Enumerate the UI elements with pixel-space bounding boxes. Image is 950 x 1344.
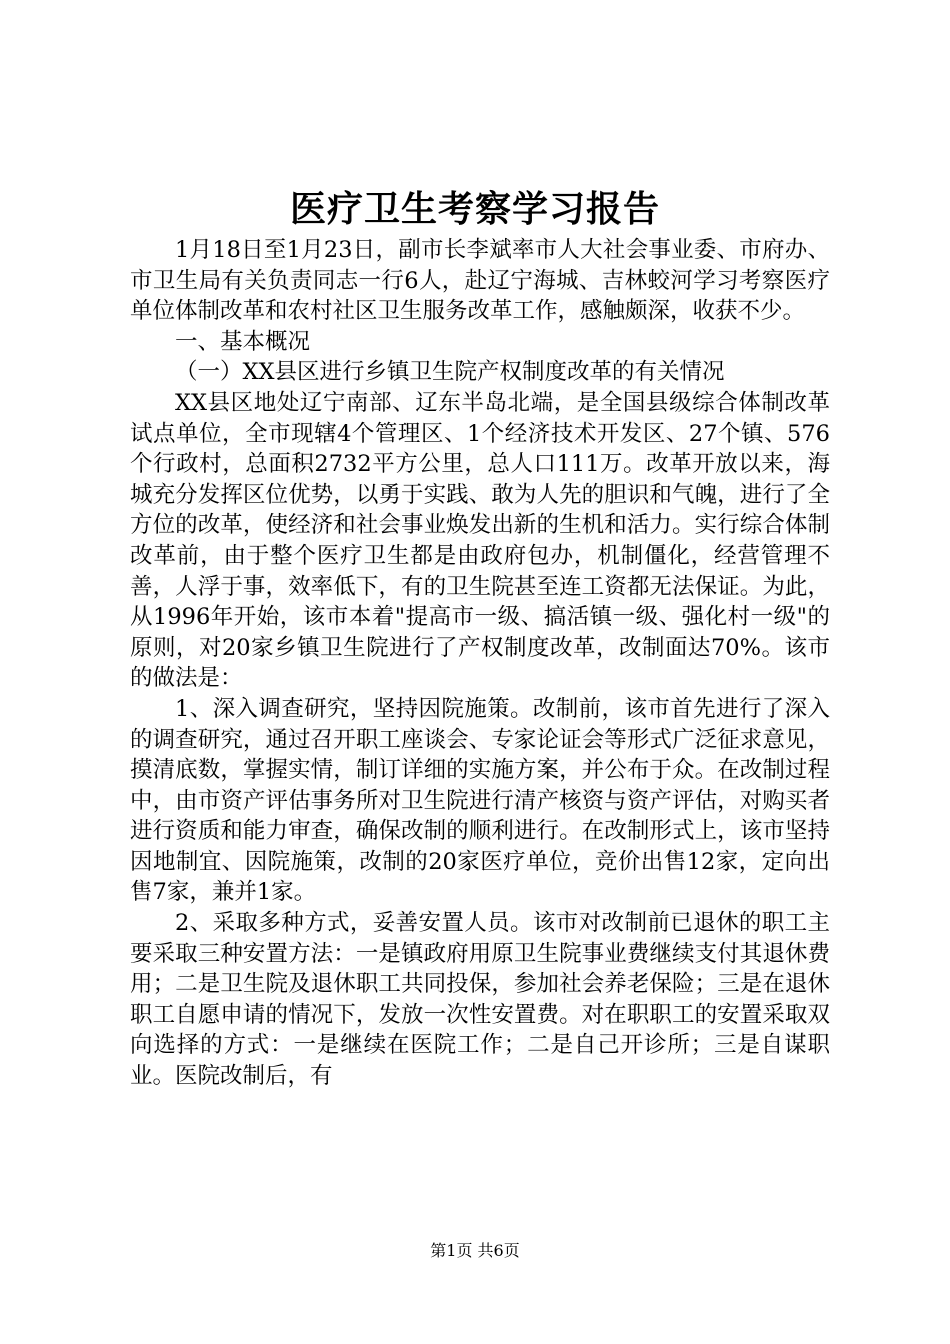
page-number-footer: 第1页 共6页 [430, 1241, 520, 1260]
paragraph-point-2: 2、采取多种方式，妥善安置人员。该市对改制前已退休的职工主要采取三种安置方法：一是镇政府用原卫生院事业费继续支付其退休费用；二是卫生院及退休职工共同投保，参加社会养老保险；三是在退休职工自愿申请的情况下，发放一次性安置费。对在职职工的安置采取双向选择的方式：一是继续在医院工作；二是自己开诊所；三是自谋职业。医院改制后，有 [130, 910, 830, 1090]
paragraph-intro: 1月18日至1月23日，副市长李斌率市人大社会事业委、市府办、市卫生局有关负责同志一行6人，赴辽宁海城、吉林蛟河学习考察医疗单位体制改革和农村社区卫生服务改革工作，感触颇深，收获不少。 [130, 237, 830, 325]
document-body [130, 235, 830, 1092]
paragraph-point-1: 1、深入调查研究，坚持因院施策。改制前，该市首先进行了深入的调查研究，通过召开职工座谈会、专家论证会等形式广泛征求意见，摸清底数，掌握实情，制订详细的实施方案，并公布于众。在改制过程中，由市资产评估事务所对卫生院进行清产核资与资产评估，对购买者进行资质和能力审查，确保改制的顺利进行。在改制形式上，该市坚持因地制宜、因院施策，改制的20家医疗单位，竞价出售12家，定向出售7家，兼并1家。 [130, 695, 830, 906]
subheading-reform-situation: （一）XX县区进行乡镇卫生院产权制度改革的有关情况 [175, 359, 725, 386]
paragraph-county-overview: XX县区地处辽宁南部、辽东半岛北端，是全国县级综合体制改革试点单位，全市现辖4个管理区、1个经济技术开发区、27个镇、576个行政村，总面积2732平方公里，总人口111万。改革开放以来，海城充分发挥区位优势，以勇于实践、敢为人先的胆识和气魄，进行了全方位的改革，使经济和社会事业焕发出新的生机和活力。实行综合体制改革前，由于整个医疗卫生都是由政府包办，机制僵化，经营管理不善，人浮于事，效率低下，有的卫生院甚至连工资都无法保证。为此，从1996年开始，该市本着"提高市一级、搞活镇一级、强化村一级"的原则，对20家乡镇卫生院进行了产权制度改革，改制面达70%。该市的做法是： [130, 389, 830, 692]
document-title: 医疗卫生考察学习报告 [289, 188, 660, 230]
heading-basic-overview: 一、基本概况 [175, 328, 311, 355]
